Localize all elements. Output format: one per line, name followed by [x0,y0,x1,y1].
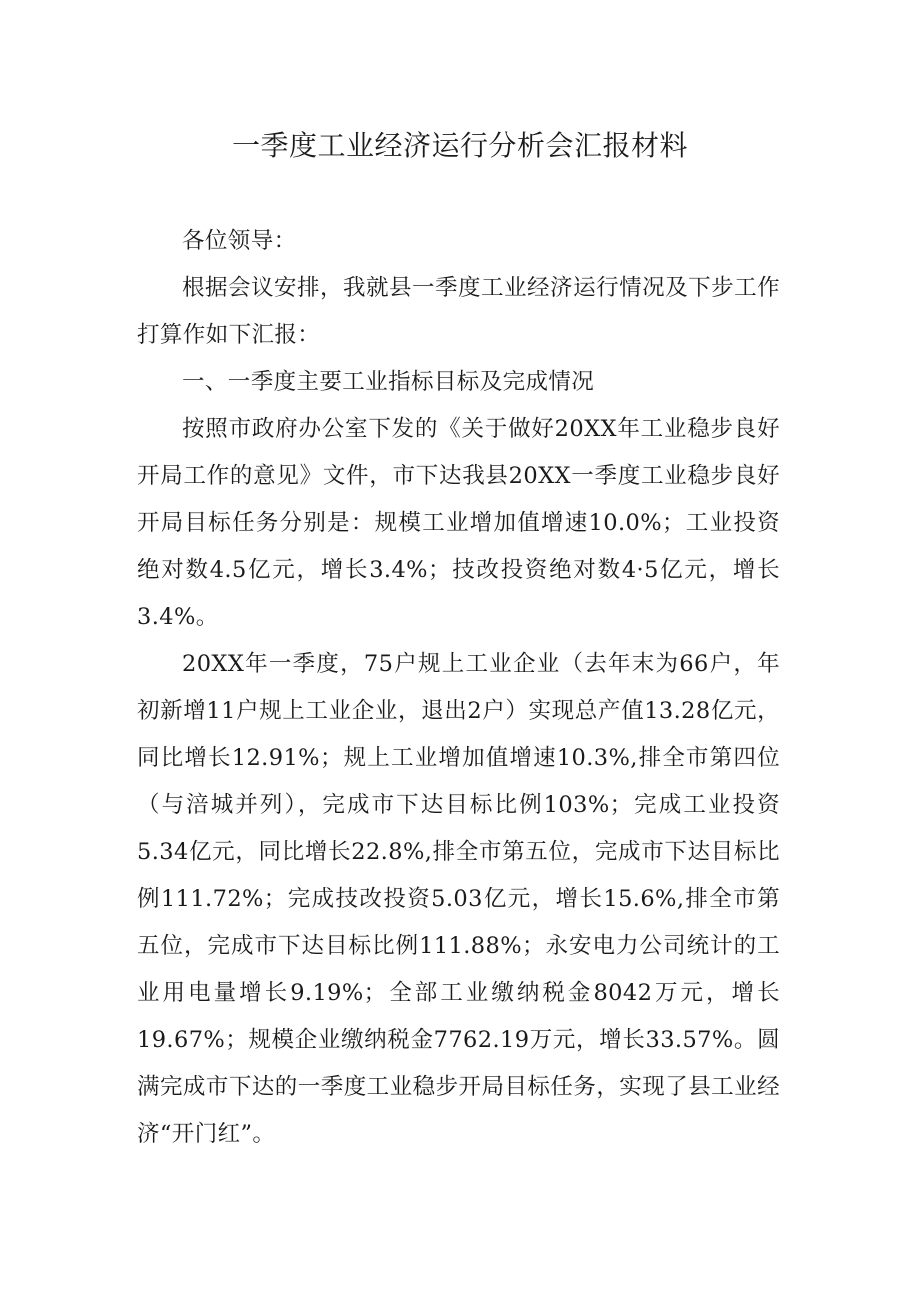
document-title: 一季度工业经济运行分析会汇报材料 [231,129,688,162]
document-body [137,218,780,1158]
salutation: 各位领导： [182,228,297,254]
results-paragraph: 20XX年一季度，75户规上工业企业（去年末为66户，年初新增11户规上工业企业，退出2户）实现总产值13.28亿元，同比增长12.91%；规上工业增加值增速10.3%,排全市第四位（与涪城并列），完成市下达目标比例103%；完成工业投资5.34亿元，同比增长22.8%,排全市第五位，完成市下达目标比例111.72%；完成技改投资5.03亿元，增长15.6%,排全市第五位，完成市下达目标比例111.88%；永安电力公司统计的工业用电量增长9.19%；全部工业缴纳税金8042万元，增长19.67%；规模企业缴纳税金7762.19万元，增长33.57%。圆满完成市下达的一季度工业稳步开局目标任务，实现了县工业经济“开门红”。 [137,651,780,1147]
targets-paragraph: 按照市政府办公室下发的《关于做好20XX年工业稳步良好开局工作的意见》文件，市下达我县20XX一季度工业稳步良好开局目标任务分别是：规模工业增加值增速10.0%；工业投资绝对数4.5亿元，增长3.4%；技改投资绝对数4·5亿元，增长3.4%。 [137,416,780,630]
section-heading: 一、一季度主要工业指标目标及完成情况 [182,369,595,395]
intro-paragraph: 根据会议安排，我就县一季度工业经济运行情况及下步工作打算作如下汇报： [137,275,780,348]
